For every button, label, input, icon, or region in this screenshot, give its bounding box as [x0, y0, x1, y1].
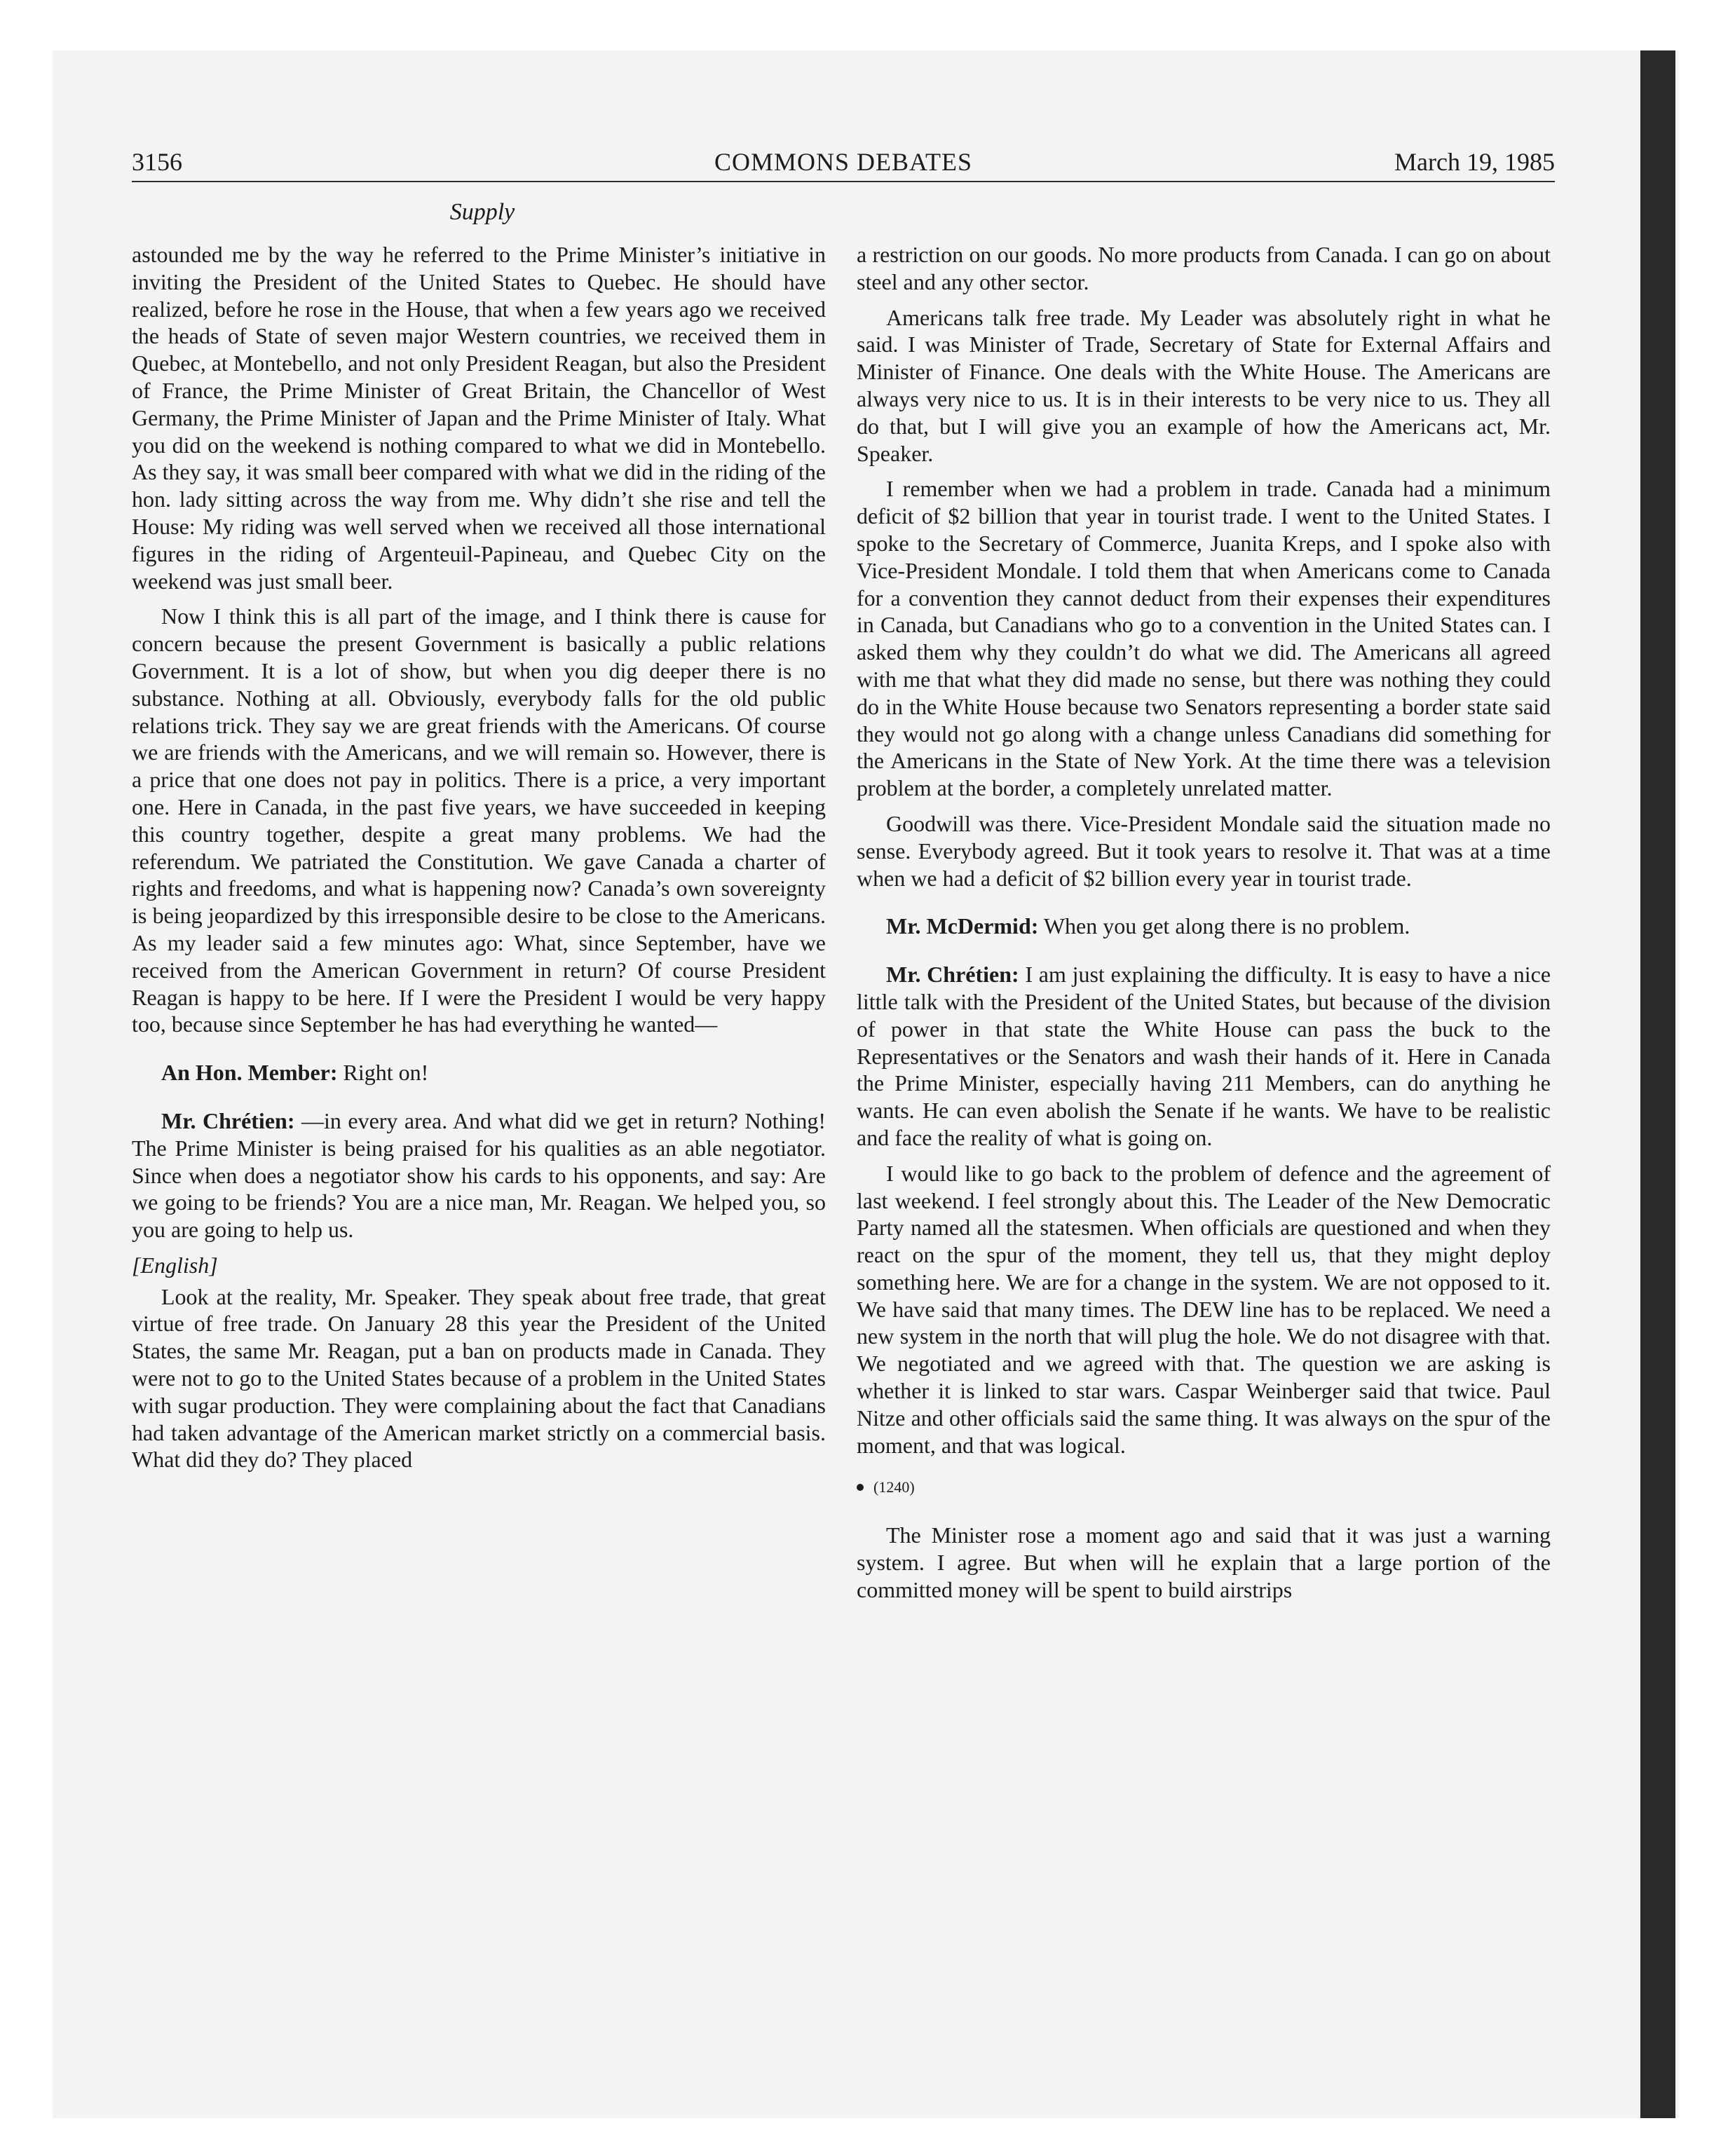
issue-date: March 19, 1985 [1394, 148, 1555, 176]
section-title: Supply [449, 199, 515, 225]
speaker-name: Mr. Chrétien: [161, 1107, 295, 1133]
speech-text: When you get along there is no problem. [1043, 913, 1410, 939]
page-header [132, 146, 1555, 182]
left-column [132, 241, 826, 1482]
scan-edge-shadow [1640, 50, 1675, 2118]
time-marker [857, 1477, 1551, 1498]
paragraph: Americans talk free trade. My Leader was absolutely right in what he said. I was Minister of Trade, Secretary of State for External Affairs and Minister of Finance. One deals with the White House. The Americans are always very nice to us. It is in their interests to be very nice to us. They all do that, but I will give you an example of how the Americans act, Mr. Speaker. [857, 304, 1551, 466]
paragraph: I would like to go back to the problem of defence and the agreement of last weekend. I feel strongly about this. The Leader of the New Democratic Party named all the statesmen. When officials are questioned and when they react on the spur of the moment, they tell us, that they might deploy something here. We are for a change in the system. We are not opposed to it. We have said that many times. The DEW line has to be replaced. We need a new system in the north that will plug the hole. We do not disagree with that. We negotiated and we agreed with that. The question we are asking is whether it is linked to star wars. Caspar Weinberger said that twice. Paul Nitze and other officials said the same thing. It was always on the spur of the moment, and that was logical. [857, 1160, 1551, 1458]
speaker-name: Mr. McDermid: [886, 913, 1039, 939]
paragraph: a restriction on our goods. No more products from Canada. I can go on about steel and any other sector. [857, 242, 1551, 294]
bullet-dot-icon [857, 1484, 864, 1491]
publication-title: COMMONS DEBATES [714, 148, 973, 176]
language-note: [English] [132, 1252, 218, 1278]
speech-entry [857, 961, 1551, 1152]
right-column [857, 241, 1551, 1612]
paragraph: I remember when we had a problem in trade. Canada had a minimum deficit of $2 billion that year in tourist trade. I went to the United States. I spoke to the Secretary of Commerce, Juanita Kreps, and I spoke also with Vice-President Mondale. I told them that when Americans come to Canada for a convention they cannot deduct from their expenses their expenditures in Canada, but Canadians who go to a convention in the United States can. I asked them why they couldn’t do what we did. The Americans all agreed with me that what they did made no sense, but there was nothing they could do in the White House because two Senators representing a border state said they would not go along with a change unless Canadians did something for the Americans in the State of New York. At the time there was a television problem at the border, a completely unrelated matter. [857, 476, 1551, 801]
speaker-name: Mr. Chrétien: [886, 962, 1019, 988]
page-number: 3156 [132, 148, 182, 176]
time-marker-label: (1240) [873, 1478, 915, 1496]
speaker-name: An Hon. Member: [161, 1060, 338, 1086]
speech-entry [857, 913, 1551, 940]
paragraph: Now I think this is all part of the image, and I think there is cause for concern because the present Government is basically a public relations Government. It is a lot of show, but when you dig deeper there is no substance. Nothing at all. Obviously, everybody falls for the old public relations trick. They say we are great friends with the Americans. Of course we are friends with the Americans, and we will remain so. However, there is a price that one does not pay in politics. There is a price, a very important one. Here in Canada, in the past five years, we have succeeded in keeping this country together, despite a great many problems. We had the referendum. We patriated the Constitution. We gave Canada a charter of rights and freedoms, and what is happening now? Canada’s own sovereignty is being jeopardized by this irresponsible desire to be close to the Americans. As my leader said a few minutes ago: What, since September, have we received from the American Government in return? Of course President Reagan is happy to be here. If I were the President I would be very happy too, because since September he has had everything he wanted— [132, 603, 826, 1037]
paragraph: The Minister rose a moment ago and said that it was just a warning system. I agree. But when will he explain that a large portion of the committed money will be spent to build airstrips [857, 1522, 1551, 1603]
speech-entry [132, 1059, 826, 1086]
speech-text: —in every area. And what did we get in return? Nothing! The Prime Minister is being praised for his qualities as an able negotiator. Since when does a negotiator show his cards to his opponents, and say: Are we going to be friends? You are a nice man, Mr. Reagan. We helped you, so you are going to help us. [132, 1107, 826, 1243]
paragraph: astounded me by the way he referred to the Prime Minister’s initiative in inviting the President of the United States to Quebec. He should have realized, before he rose in the House, that when a few years ago we received the heads of State of seven major Western countries, we received them in Quebec, at Montebello, and not only President Reagan, but also the President of France, the Prime Minister of Great Britain, the Chancellor of West Germany, the Prime Minister of Japan and the Prime Minister of Italy. What you did on the weekend is nothing compared to what we did in Montebello. As they say, it was small beer compared with what we did in the riding of the hon. lady sitting across the way from me. Why didn’t she rise and tell the House: My riding was well served when we received all those international figures in the riding of Argenteuil-Papineau, and Quebec City on the weekend was just small beer. [132, 242, 826, 594]
speech-entry [132, 1107, 826, 1243]
speech-text: Right on! [343, 1060, 429, 1086]
speech-text: I am just explaining the difficulty. It is easy to have a nice little talk with the President of the United States, but because of the division of power in that state the White House can pass the buck to the Representatives or the Senators and wash their hands of it. Here in Canada the Prime Minister, especially having 211 Members, can do anything he wants. He can even abolish the Senate if he wants. We have to be realistic and face the reality of what is going on. [857, 962, 1551, 1150]
paragraph: Look at the reality, Mr. Speaker. They speak about free trade, that great virtue of free trade. On January 28 this year the President of the United States, the same Mr. Reagan, put a ban on products made in Canada. They were not to go to the United States because of a problem in the United States with sugar production. They were complaining about the fact that Canadians had taken advantage of the American market strictly on a commercial basis. What did they do? They placed [132, 1283, 826, 1473]
paragraph: Goodwill was there. Vice-President Mondale said the situation made no sense. Everybody agreed. But it took years to resolve it. That was at a time when we had a deficit of $2 billion every year in tourist trade. [857, 810, 1551, 891]
